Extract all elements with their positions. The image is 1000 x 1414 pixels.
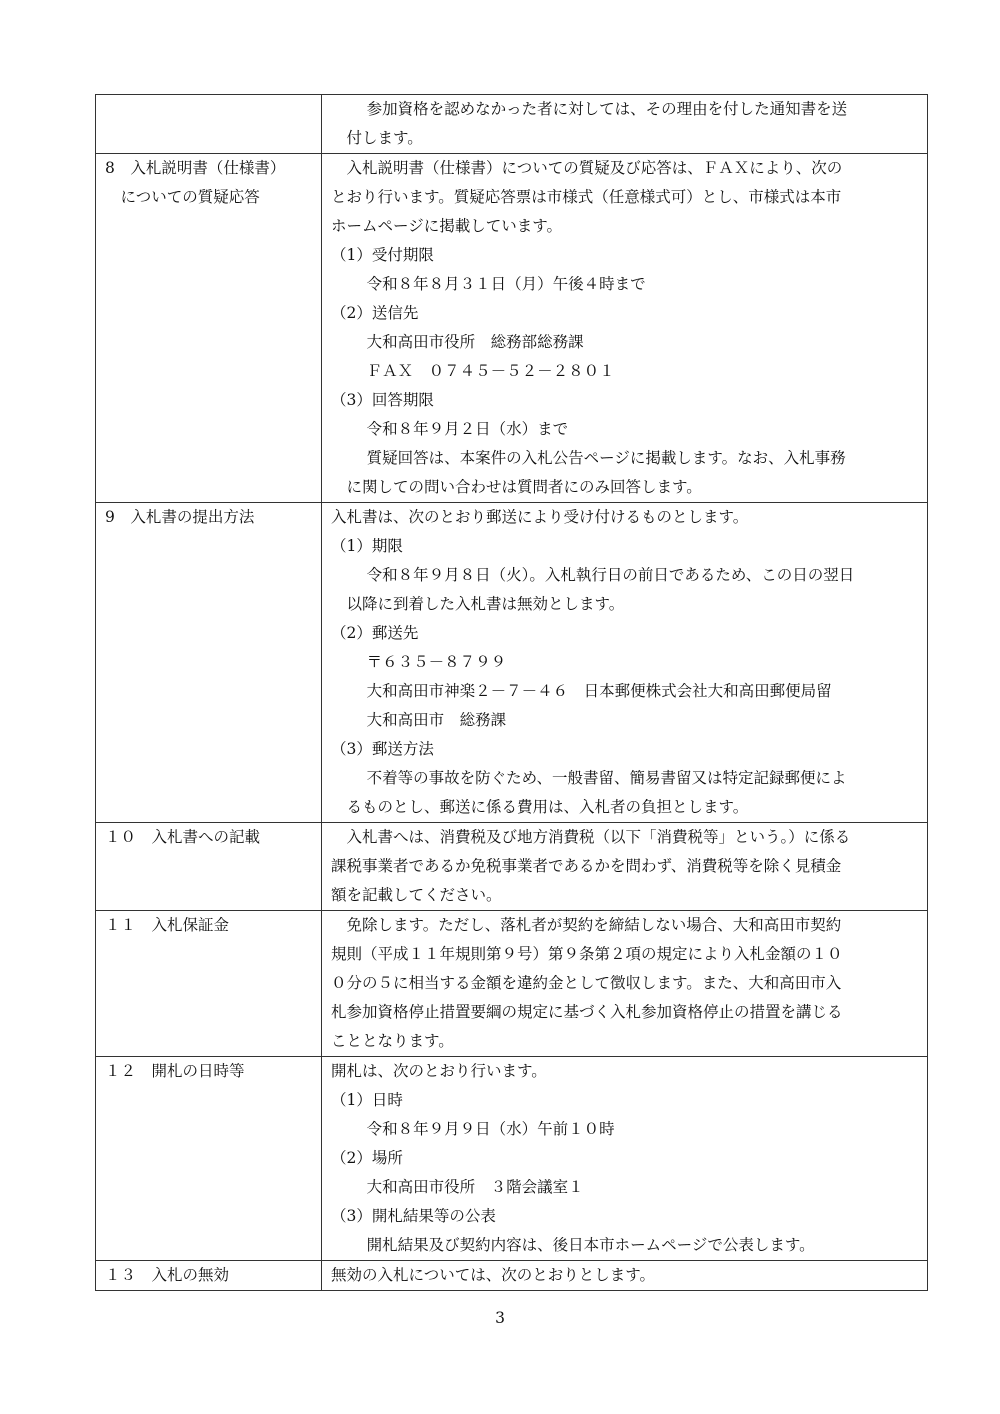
row-content-line: 大和高田市役所 総務部総務課 — [366, 333, 584, 351]
row-content-line: ０分の５に相当する金額を違約金として徴収します。また、大和高田市入 — [331, 974, 842, 992]
row-content-line: 付します。 — [346, 129, 423, 147]
table-row — [96, 95, 928, 154]
row-label-cell — [96, 154, 322, 503]
row-content-line: 札参加資格停止措置要綱の規定に基づく入札参加資格停止の措置を講じる — [331, 1003, 843, 1021]
row-content-line: 入札書へは、消費税及び地方消費税（以下「消費税等」という。）に係る — [346, 828, 851, 846]
row-content-line: （2）場所 — [331, 1149, 403, 1167]
row-content-cell — [322, 1057, 928, 1261]
row-content-line: 令和８年８月３１日（月）午後４時まで — [366, 275, 646, 293]
row-content-cell — [322, 154, 928, 503]
table-row — [96, 911, 928, 1057]
row-label-line — [105, 95, 315, 124]
row-content-line: （1）受付期限 — [331, 246, 434, 264]
row-content-line: 大和高田市 総務課 — [366, 711, 507, 729]
row-content-line: 質疑回答は、本案件の入札公告ページに掲載します。なお、入札事務 — [366, 449, 846, 467]
row-label-line: １３ 入札の無効 — [105, 1266, 230, 1284]
row-content-cell — [322, 911, 928, 1057]
row-content-line: （2）郵送先 — [331, 624, 419, 642]
row-label-line: 9 入札書の提出方法 — [105, 508, 255, 526]
row-content-line: 額を記載してください。 — [331, 886, 502, 904]
row-content-line: 大和高田市役所 ３階会議室１ — [366, 1178, 584, 1196]
row-content-line: 課税事業者であるか免税事業者であるかを問わず、消費税等を除く見積金 — [331, 857, 842, 875]
row-content-line: （1）日時 — [331, 1091, 403, 1109]
row-content-line: 入札説明書（仕様書）についての質疑及び応答は、ＦＡＸにより、次の — [346, 159, 843, 177]
row-label-cell — [96, 1261, 322, 1291]
row-content-line: 入札書は、次のとおり郵送により受け付けるものとします。 — [331, 508, 749, 526]
row-content-line: こととなります。 — [331, 1032, 454, 1050]
terms-table-body — [96, 95, 928, 1291]
table-row — [96, 1261, 928, 1291]
row-content-line: 開札は、次のとおり行います。 — [331, 1062, 547, 1080]
page-number: 3 — [495, 1309, 505, 1327]
terms-table — [95, 94, 928, 1291]
row-label-cell — [96, 503, 322, 823]
row-content-line: 以降に到着した入札書は無効とします。 — [346, 595, 625, 613]
table-row — [96, 503, 928, 823]
row-label-cell — [96, 911, 322, 1057]
row-content-line: ＦＡＸ ０７４５－５２－２８０１ — [366, 362, 615, 380]
row-label-cell — [96, 1057, 322, 1261]
row-label-line: １２ 開札の日時等 — [105, 1062, 245, 1080]
table-row — [96, 823, 928, 911]
row-label-line: １０ 入札書への記載 — [105, 828, 261, 846]
row-label-line: についての質疑応答 — [105, 188, 260, 206]
table-row — [96, 1057, 928, 1261]
row-content-line: 不着等の事故を防ぐため、一般書留、簡易書留又は特定記録郵便によ — [366, 769, 847, 787]
row-content-line: ホームページに掲載しています。 — [331, 217, 562, 235]
row-content-line: 開札結果及び契約内容は、後日本市ホームページで公表します。 — [366, 1236, 815, 1254]
row-content-line: 令和８年９月８日（火）。入札執行日の前日であるため、この日の翌日 — [366, 566, 855, 584]
row-label-cell — [96, 823, 322, 911]
row-content-line: 大和高田市神楽２－７－４６ 日本郵便株式会社大和高田郵便局留 — [366, 682, 832, 700]
row-content-line: 令和８年９月９日（水）午前１０時 — [366, 1120, 615, 1138]
row-label-line: 8 入札説明書（仕様書） — [105, 159, 286, 177]
row-content-line: 無効の入札については、次のとおりとします。 — [331, 1266, 655, 1284]
row-content-line: 令和８年９月２日（水）まで — [366, 420, 569, 438]
row-content-line: （2）送信先 — [331, 304, 419, 322]
row-content-line: とおり行います。質疑応答票は市様式（任意様式可）とし、市様式は本市 — [331, 188, 842, 206]
table-row — [96, 154, 928, 503]
row-label-cell — [96, 95, 322, 154]
row-content-cell — [322, 503, 928, 823]
row-content-line: 〒６３５－８７９９ — [366, 653, 507, 671]
row-content-line: （3）回答期限 — [331, 391, 434, 409]
row-content-line: （3）郵送方法 — [331, 740, 434, 758]
row-content-cell — [322, 1261, 928, 1291]
row-content-line: （3）開札結果等の公表 — [331, 1207, 496, 1225]
row-content-cell — [322, 95, 928, 154]
row-content-line: （1）期限 — [331, 537, 403, 555]
row-content-line: 参加資格を認めなかった者に対しては、その理由を付した通知書を送 — [366, 100, 848, 118]
row-content-line: 規則（平成１１年規則第９号）第９条第２項の規定により入札金額の１０ — [331, 945, 843, 963]
row-content-line: 免除します。ただし、落札者が契約を締結しない場合、大和高田市契約 — [346, 916, 842, 934]
row-content-cell — [322, 823, 928, 911]
row-content-line: に関しての問い合わせは質問者にのみ回答します。 — [346, 478, 702, 496]
row-label-line: １１ 入札保証金 — [105, 916, 230, 934]
row-content-line: るものとし、郵送に係る費用は、入札者の負担とします。 — [346, 798, 749, 816]
